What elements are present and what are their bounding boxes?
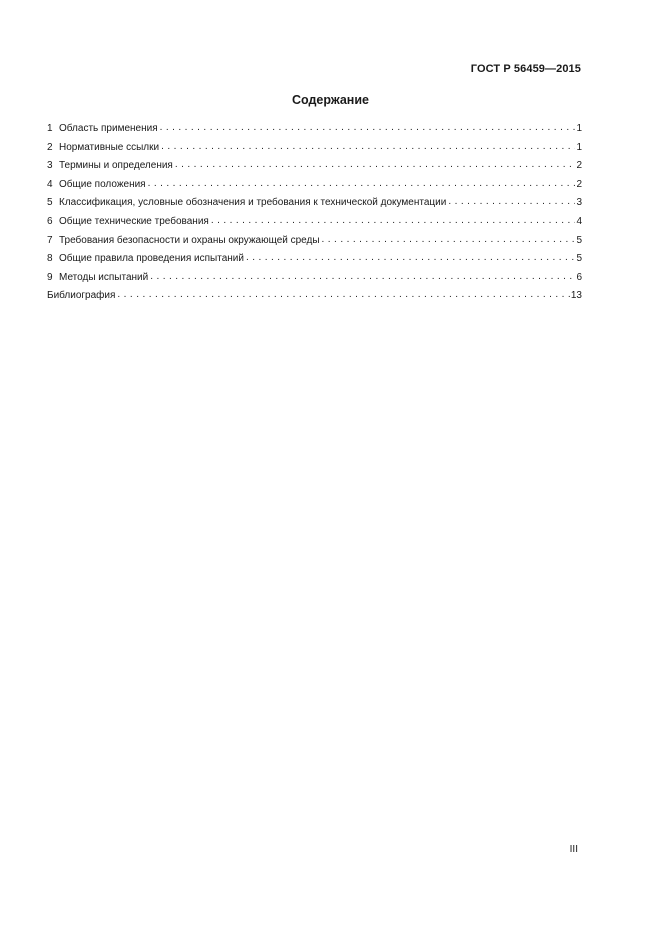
toc-entry-number: 6 xyxy=(47,215,53,227)
toc-leader-dots xyxy=(175,159,576,171)
toc-entry-label: Общие технические требования xyxy=(59,215,209,227)
toc-leader-dots xyxy=(148,178,576,190)
toc-entry-safety-requirements[interactable] xyxy=(47,235,582,254)
toc-entry-page: 6 xyxy=(576,271,582,283)
toc-entry-label: Требования безопасности и охраны окружающей среды xyxy=(59,234,320,246)
toc-entry-test-methods[interactable] xyxy=(47,272,582,291)
toc-entry-page: 4 xyxy=(576,215,582,227)
toc-leader-dots xyxy=(211,215,576,227)
toc-entry-number: 8 xyxy=(47,253,53,265)
toc-entry-page: 3 xyxy=(576,197,582,209)
toc-entry-classification[interactable] xyxy=(47,197,582,216)
table-of-contents xyxy=(47,123,582,309)
toc-entry-number: 7 xyxy=(47,234,53,246)
toc-entry-label: Классификация, условные обозначения и требования к технической документации xyxy=(59,197,447,209)
toc-entry-number: 9 xyxy=(47,271,53,283)
toc-entry-page: 1 xyxy=(576,123,582,134)
toc-entry-label: Общие положения xyxy=(59,178,146,190)
toc-leader-dots xyxy=(322,234,576,246)
toc-entry-testing-rules[interactable] xyxy=(47,253,582,272)
toc-entry-label: Методы испытаний xyxy=(59,271,149,283)
toc-entry-scope[interactable] xyxy=(47,123,582,142)
toc-entry-number: 5 xyxy=(47,197,53,209)
toc-entry-label: Нормативные ссылки xyxy=(59,141,160,153)
toc-entry-number: 3 xyxy=(47,160,53,172)
toc-leader-dots xyxy=(448,196,575,208)
toc-entry-page: 5 xyxy=(576,253,582,265)
page-number: III xyxy=(569,844,578,855)
toc-entry-page: 13 xyxy=(570,290,582,302)
toc-title: Содержание xyxy=(291,93,369,107)
toc-leader-dots xyxy=(161,141,575,153)
toc-entry-page: 5 xyxy=(576,234,582,246)
toc-entry-page: 1 xyxy=(576,141,582,153)
toc-entry-bibliography[interactable] xyxy=(47,290,582,309)
toc-leader-dots xyxy=(246,252,575,264)
toc-leader-dots xyxy=(117,289,569,301)
toc-entry-terms[interactable] xyxy=(47,160,582,179)
toc-entry-label: Область применения xyxy=(59,123,158,134)
toc-entry-technical-requirements[interactable] xyxy=(47,216,582,235)
toc-leader-dots xyxy=(150,271,575,283)
toc-entry-label: Библиография xyxy=(47,290,116,302)
toc-entry-number: 2 xyxy=(47,141,53,153)
toc-entry-number: 4 xyxy=(47,178,53,190)
toc-entry-page: 2 xyxy=(576,160,582,172)
toc-entry-label: Общие правила проведения испытаний xyxy=(59,253,244,265)
standard-designation: ГОСТ Р 56459—2015 xyxy=(470,63,581,75)
toc-entry-normative-references[interactable] xyxy=(47,142,582,161)
toc-entry-general-provisions[interactable] xyxy=(47,179,582,198)
toc-leader-dots xyxy=(160,122,576,134)
toc-entry-label: Термины и определения xyxy=(59,160,173,172)
toc-entry-page: 2 xyxy=(576,178,582,190)
toc-entry-number: 1 xyxy=(47,123,53,134)
